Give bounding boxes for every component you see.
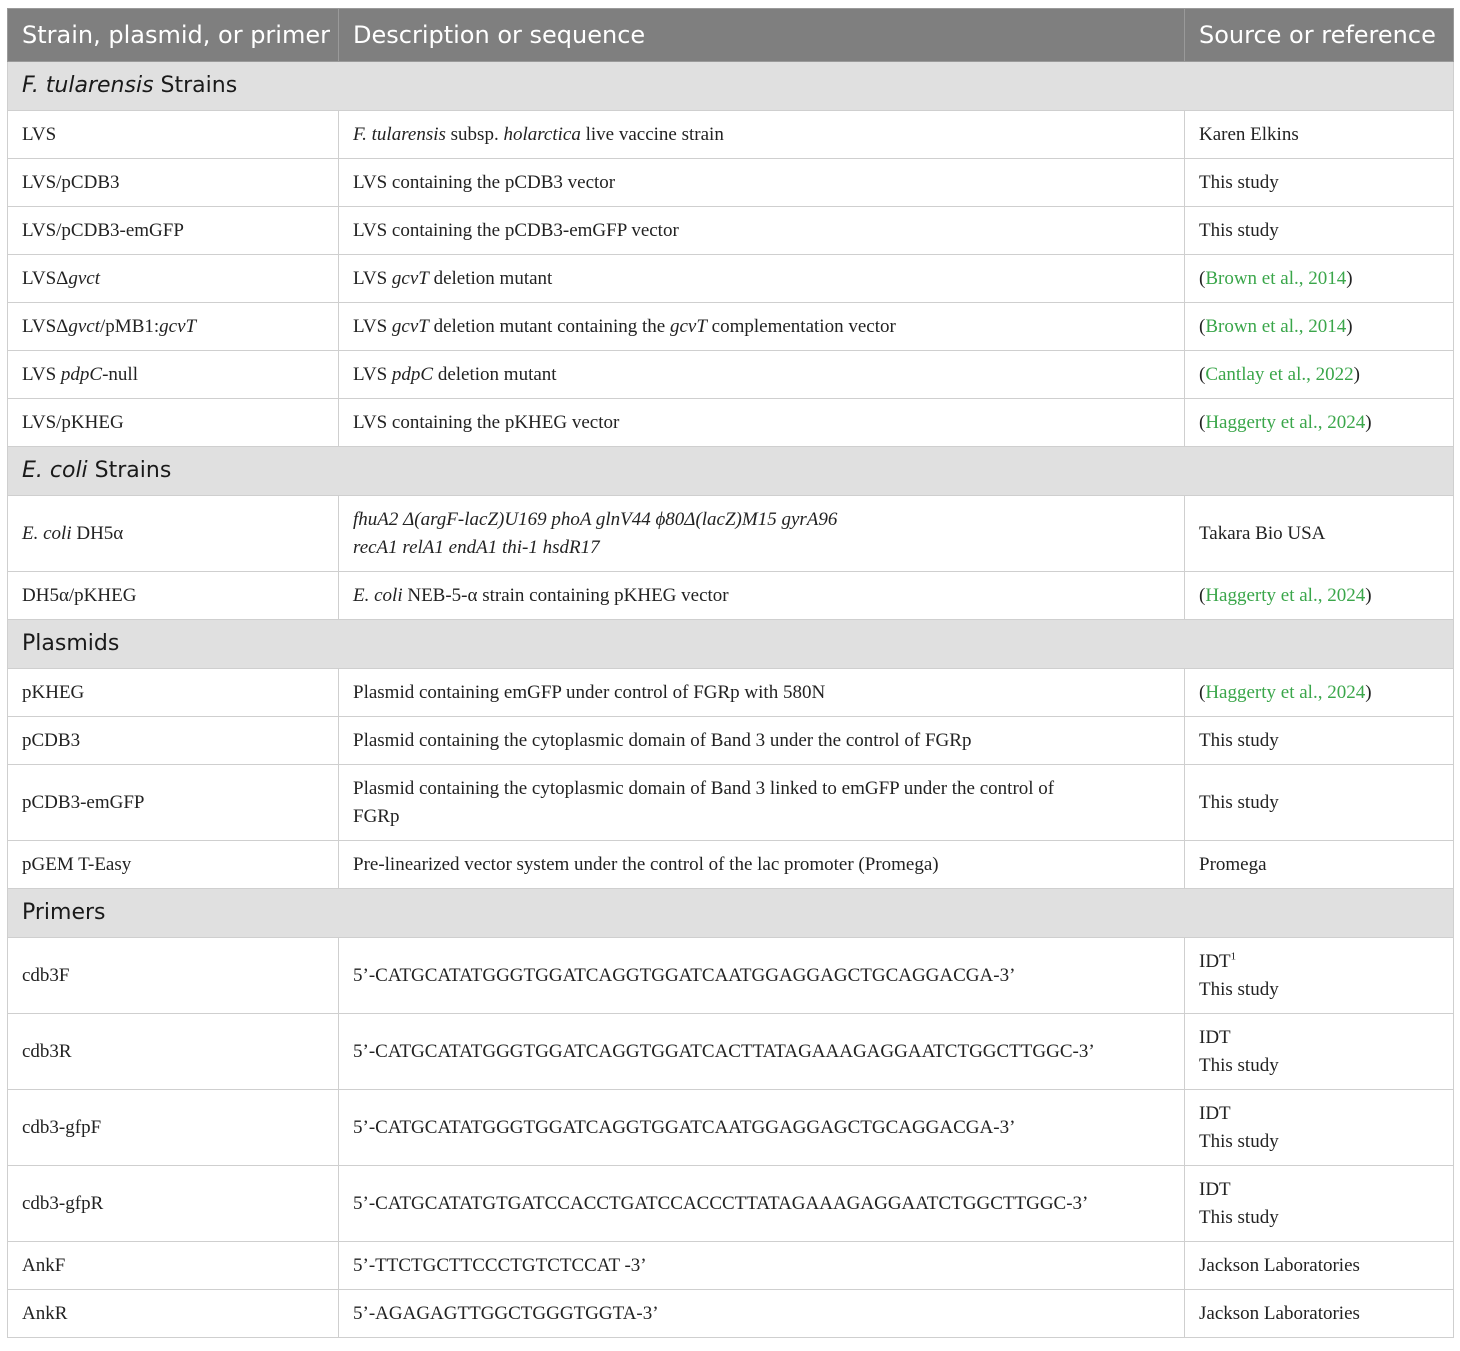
table-row	[8, 717, 1454, 765]
reference-link[interactable]: Brown et al., 2014	[1205, 267, 1347, 289]
table-row	[8, 1166, 1454, 1242]
text-fragment: 5’-CATGCATATGGGTGGATCAGGTGGATCAATGGAGGAGCTGCAGGACGA-3’	[353, 1116, 1016, 1138]
text-fragment: gcvT	[669, 315, 707, 337]
section-row	[8, 889, 1454, 938]
text-fragment: deletion mutant	[433, 363, 557, 385]
text-fragment: gvct	[68, 315, 101, 337]
text-fragment: IDT	[1199, 1178, 1231, 1200]
table-row	[8, 399, 1454, 447]
description-cell	[339, 1290, 1185, 1338]
strain-cell	[8, 1242, 339, 1290]
text-fragment: This study	[1199, 791, 1279, 813]
strain-cell	[8, 841, 339, 889]
text-fragment: IDT	[1199, 1102, 1231, 1124]
text-fragment: recA1 relA1 endA1 thi-1 hsdR17	[353, 536, 600, 558]
text-fragment: Jackson Laboratories	[1199, 1302, 1360, 1324]
text-fragment: holarctica	[503, 123, 581, 145]
table-row	[8, 938, 1454, 1014]
text-fragment: subsp.	[445, 123, 504, 145]
section-row	[8, 447, 1454, 496]
description-cell	[339, 669, 1185, 717]
text-fragment: AnkF	[22, 1254, 66, 1276]
text-fragment: gcvT	[391, 267, 429, 289]
section-row	[8, 62, 1454, 111]
text-fragment: LVS/pCDB3-emGFP	[22, 219, 184, 241]
section-title-text: Strains	[87, 458, 172, 483]
strain-cell	[8, 1290, 339, 1338]
text-fragment: gcvT	[159, 315, 197, 337]
description-cell	[339, 938, 1185, 1014]
source-cell	[1185, 1090, 1454, 1166]
text-fragment: -null	[102, 363, 138, 385]
text-fragment: Jackson Laboratories	[1199, 1254, 1360, 1276]
table-row	[8, 841, 1454, 889]
text-fragment: IDT	[1199, 950, 1231, 972]
reference-link[interactable]: Haggerty et al., 2024	[1205, 681, 1366, 703]
text-fragment: LVS/pKHEG	[22, 411, 124, 433]
text-fragment: cdb3-gfpR	[22, 1192, 104, 1214]
description-cell	[339, 765, 1185, 841]
description-cell	[339, 572, 1185, 620]
strain-cell	[8, 669, 339, 717]
text-fragment: IDT	[1199, 1026, 1231, 1048]
text-fragment: LVS containing the pKHEG vector	[353, 411, 620, 433]
description-cell	[339, 351, 1185, 399]
text-fragment: LVSΔ	[22, 267, 69, 289]
reference-link[interactable]: Brown et al., 2014	[1205, 315, 1347, 337]
text-fragment: LVS containing the pCDB3-emGFP vector	[353, 219, 679, 241]
text-fragment: LVSΔ	[22, 315, 69, 337]
description-cell	[339, 1242, 1185, 1290]
source-cell	[1185, 572, 1454, 620]
description-cell	[339, 496, 1185, 572]
text-fragment: )	[1365, 411, 1372, 433]
text-fragment: (	[1199, 411, 1206, 433]
source-cell	[1185, 399, 1454, 447]
text-fragment: live vaccine strain	[580, 123, 724, 145]
description-cell	[339, 399, 1185, 447]
text-fragment: 5’-TTCTGCTTCCCTGTCTCCAT -3’	[353, 1254, 647, 1276]
text-fragment: pdpC	[391, 363, 434, 385]
text-fragment: Karen Elkins	[1199, 123, 1299, 145]
strain-cell	[8, 255, 339, 303]
text-fragment: This study	[1199, 729, 1279, 751]
text-fragment: FGRp	[353, 805, 400, 827]
text-fragment: pCDB3	[22, 729, 81, 751]
source-cell	[1185, 765, 1454, 841]
text-fragment: This study	[1199, 978, 1279, 1000]
text-fragment: AnkR	[22, 1302, 68, 1324]
strain-cell	[8, 717, 339, 765]
text-fragment: 5’-AGAGAGTTGGCTGGGTGGTA-3’	[353, 1302, 659, 1324]
text-fragment: This study	[1199, 171, 1279, 193]
strain-cell	[8, 351, 339, 399]
strain-cell	[8, 111, 339, 159]
section-title	[8, 447, 1454, 496]
source-cell	[1185, 938, 1454, 1014]
text-fragment: (	[1199, 584, 1206, 606]
section-title	[8, 889, 1454, 938]
text-fragment: Takara Bio USA	[1199, 522, 1326, 544]
source-cell	[1185, 841, 1454, 889]
header-strain: Strain, plasmid, or primer	[8, 9, 339, 62]
text-fragment: deletion mutant containing the	[428, 315, 670, 337]
source-cell	[1185, 496, 1454, 572]
text-fragment: cdb3R	[22, 1040, 72, 1062]
table-row	[8, 303, 1454, 351]
strain-cell	[8, 303, 339, 351]
text-fragment: deletion mutant	[428, 267, 553, 289]
text-fragment: E. coli	[22, 522, 72, 544]
text-fragment: Pre-linearized vector system under the control of the lac promoter (Promega)	[353, 853, 939, 875]
text-fragment: F. tularensis	[353, 123, 446, 145]
text-fragment: This study	[1199, 1130, 1279, 1152]
text-fragment: LVS	[22, 363, 61, 385]
text-fragment: (	[1199, 315, 1206, 337]
text-fragment: (	[1199, 681, 1206, 703]
text-fragment: pdpC	[60, 363, 103, 385]
strain-cell	[8, 938, 339, 1014]
description-cell	[339, 1166, 1185, 1242]
header-description: Description or sequence	[339, 9, 1185, 62]
text-fragment: cdb3F	[22, 964, 70, 986]
table-row	[8, 669, 1454, 717]
text-fragment: LVS/pCDB3	[22, 171, 120, 193]
text-fragment: complementation vector	[706, 315, 896, 337]
text-fragment: Plasmid containing the cytoplasmic domain of Band 3 linked to emGFP under the control of	[353, 777, 1055, 799]
text-fragment: pGEM T-Easy	[22, 853, 132, 875]
text-fragment: cdb3-gfpF	[22, 1116, 102, 1138]
section-title-text: Plasmids	[22, 631, 120, 656]
text-fragment: )	[1346, 315, 1353, 337]
description-cell	[339, 255, 1185, 303]
text-fragment: gvct	[68, 267, 101, 289]
source-cell	[1185, 1290, 1454, 1338]
description-cell	[339, 303, 1185, 351]
text-fragment: LVS	[353, 267, 392, 289]
reference-link[interactable]: Haggerty et al., 2024	[1205, 411, 1366, 433]
text-fragment: This study	[1199, 219, 1279, 241]
text-fragment: LVS containing the pCDB3 vector	[353, 171, 616, 193]
section-title-italic: E. coli	[22, 458, 88, 483]
text-fragment: Promega	[1199, 853, 1267, 875]
strain-cell	[8, 572, 339, 620]
text-fragment: /pMB1:	[100, 315, 160, 337]
text-fragment: LVS	[353, 363, 392, 385]
text-fragment: LVS	[22, 123, 57, 145]
table-container	[7, 8, 1453, 1338]
description-cell	[339, 159, 1185, 207]
table-row	[8, 1242, 1454, 1290]
table-row	[8, 207, 1454, 255]
text-fragment: 5’-CATGCATATGTGATCCACCTGATCCACCCTTATAGAAAGAGGAATCTGGCTTGGC-3’	[353, 1192, 1089, 1214]
strain-cell	[8, 1014, 339, 1090]
table-row	[8, 572, 1454, 620]
text-fragment: pKHEG	[22, 681, 85, 703]
strain-cell	[8, 1166, 339, 1242]
description-cell	[339, 1090, 1185, 1166]
text-fragment: )	[1365, 584, 1372, 606]
text-fragment: )	[1365, 681, 1372, 703]
text-fragment: 5’-CATGCATATGGGTGGATCAGGTGGATCACTTATAGAAAGAGGAATCTGGCTTGGC-3’	[353, 1040, 1095, 1062]
description-cell	[339, 207, 1185, 255]
section-title-italic: F. tularensis	[22, 73, 154, 98]
section-row	[8, 620, 1454, 669]
table-row	[8, 351, 1454, 399]
section-title	[8, 620, 1454, 669]
section-title	[8, 62, 1454, 111]
text-fragment: This study	[1199, 1206, 1279, 1228]
text-fragment: 5’-CATGCATATGGGTGGATCAGGTGGATCAATGGAGGAGCTGCAGGACGA-3’	[353, 964, 1016, 986]
table-row	[8, 1090, 1454, 1166]
table-row	[8, 765, 1454, 841]
source-cell	[1185, 1242, 1454, 1290]
source-cell	[1185, 255, 1454, 303]
strain-cell	[8, 1090, 339, 1166]
text-fragment: Plasmid containing the cytoplasmic domain of Band 3 under the control of FGRp	[353, 729, 972, 751]
section-title-text: Strains	[153, 73, 238, 98]
source-cell	[1185, 303, 1454, 351]
strain-cell	[8, 765, 339, 841]
text-fragment: Plasmid containing emGFP under control of FGRp with 580N	[353, 681, 826, 703]
text-fragment: pCDB3-emGFP	[22, 791, 145, 813]
source-cell	[1185, 717, 1454, 765]
description-cell	[339, 111, 1185, 159]
header-source: Source or reference	[1185, 9, 1454, 62]
description-cell	[339, 1014, 1185, 1090]
text-fragment: DH5α/pKHEG	[22, 584, 137, 606]
table-row	[8, 496, 1454, 572]
table-row	[8, 111, 1454, 159]
strain-cell	[8, 207, 339, 255]
text-fragment: This study	[1199, 1054, 1279, 1076]
source-cell	[1185, 351, 1454, 399]
source-cell	[1185, 1014, 1454, 1090]
source-cell	[1185, 669, 1454, 717]
text-fragment: E. coli	[353, 584, 403, 606]
strain-cell	[8, 159, 339, 207]
text-fragment: fhuA2 Δ(argF-lacZ)U169 phoA glnV44 ϕ80Δ(lacZ)M15 gyrA96	[353, 508, 838, 530]
reference-link[interactable]: Cantlay et al., 2022	[1205, 363, 1354, 385]
text-fragment: DH5α	[71, 522, 124, 544]
description-cell	[339, 717, 1185, 765]
table-row	[8, 159, 1454, 207]
text-fragment: 1	[1230, 950, 1237, 963]
reference-link[interactable]: Haggerty et al., 2024	[1205, 584, 1366, 606]
text-fragment: LVS	[353, 315, 392, 337]
table-body	[8, 62, 1454, 1338]
table-row	[8, 255, 1454, 303]
text-fragment: (	[1199, 363, 1206, 385]
strain-cell	[8, 496, 339, 572]
table-row	[8, 1014, 1454, 1090]
source-cell	[1185, 111, 1454, 159]
text-fragment: (	[1199, 267, 1206, 289]
text-fragment: )	[1353, 363, 1360, 385]
strain-cell	[8, 399, 339, 447]
source-cell	[1185, 207, 1454, 255]
strains-plasmids-primers-table	[7, 8, 1454, 1338]
text-fragment: NEB-5-α strain containing pKHEG vector	[402, 584, 729, 606]
text-fragment: gcvT	[391, 315, 429, 337]
section-title-text: Primers	[22, 900, 106, 925]
description-cell	[339, 841, 1185, 889]
text-fragment: )	[1346, 267, 1353, 289]
source-cell	[1185, 159, 1454, 207]
source-cell	[1185, 1166, 1454, 1242]
header-row	[8, 9, 1454, 62]
table-row	[8, 1290, 1454, 1338]
